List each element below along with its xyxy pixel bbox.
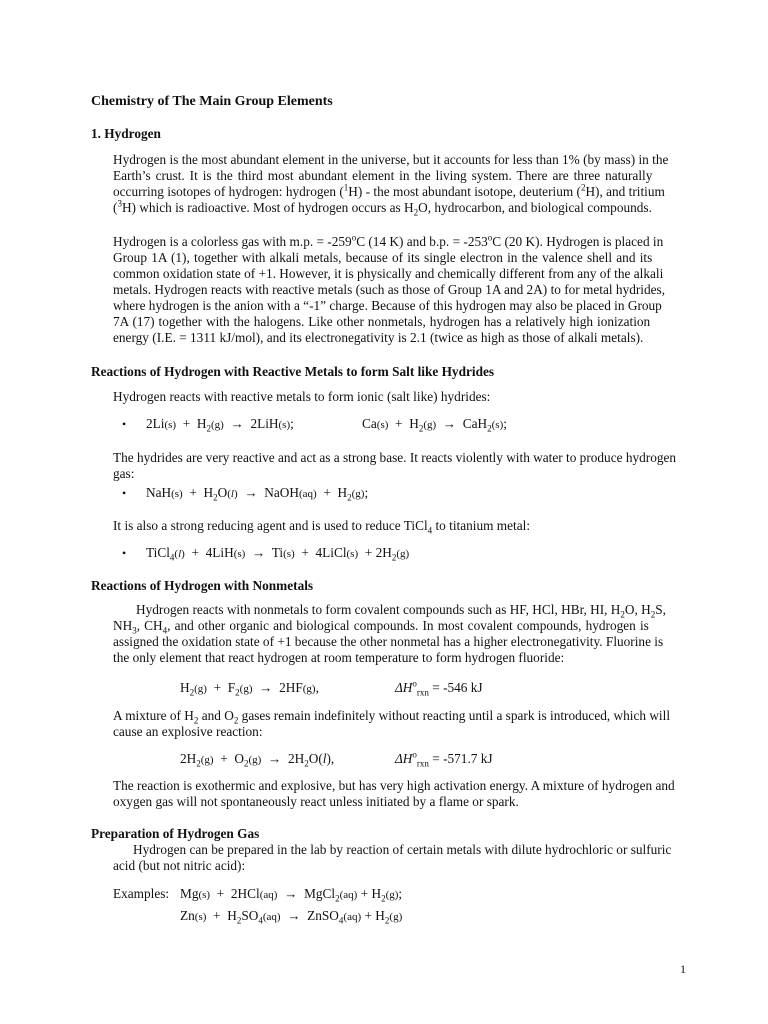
nm-line-4: the only element that react hydrogen at room temperature to form hydrogen fluoride: <box>113 650 565 665</box>
p2-line-4: metals. Hydrogen reacts with reactive metals (such as those of Group 1A and 2A) to for metal hydrides, <box>113 282 666 297</box>
equation-cah2: $Ca(s) + H_2(g) \to CaH_2(s)$; <box>362 416 507 434</box>
salt-intro: Hydrogen reacts with reactive metals to form ionic (salt like) hydrides: <box>113 389 491 404</box>
nm-line-3: assigned the oxidation state of +1 because the other nonmetal has a higher electronegativity. Fluorine is <box>113 634 664 649</box>
p2-line-1: Hydrogen is a colorless gas with m.p. = $-259^oC$ (14 K) and b.p. = $-253^oC$ (20 K). Hydrogen is placed in <box>113 232 664 249</box>
equation-znso4: $Zn(s) + H_2SO_4(aq)$ → ZnSO$_4$(aq) + $H_2(g)$ <box>180 908 403 926</box>
equation-lih: $2Li(s) + H_2(g) \to 2LiH(s)$; <box>146 416 294 434</box>
p2-line-5: where hydrogen is the anion with a “-1” charge. Because of this hydrogen may also be placed in Group <box>113 298 662 313</box>
p1-line-3: occurring isotopes of hydrogen: hydrogen ($^1$H) - the most abundant isotope, deuterium ($^2$H), and tritium <box>113 182 665 199</box>
exothermic-line-1: The reaction is exothermic and explosive, but has very high activation energy. A mixture of hydrogen and <box>113 778 675 793</box>
enthalpy-h2o: $\Delta H^o_{rxn} = -571.7$ kJ <box>395 749 493 769</box>
p1-line-1: Hydrogen is the most abundant element in the universe, but it accounts for less than 1% (by mass) in the <box>113 152 669 167</box>
p2-line-2: Group 1A (1), together with alkali metals, because of its single electron in the valence shell and its <box>113 250 653 265</box>
section-heading-hydrogen: 1. Hydrogen <box>91 126 161 141</box>
document-title: Chemistry of The Main Group Elements <box>91 94 333 109</box>
page-number: 1 <box>680 962 686 976</box>
p1-line-2: Earth’s crust. It is the third most abundant element in the living system. There are three naturally <box>113 168 653 183</box>
nm-line-1: Hydrogen reacts with nonmetals to form covalent compounds such as HF, HCl, HBr, HI, $H_2O$, $H_2S$, <box>136 602 666 620</box>
heading-salt-hydrides: Reactions of Hydrogen with Reactive Metals to form Salt like Hydrides <box>91 364 495 379</box>
nm-line-2: $NH_3$, $CH_4$, and other organic and biological compounds. In most covalent compounds, hydrogen is <box>113 618 649 636</box>
mixture-line-1: A mixture of $H_2$ and $O_2$ gases remain indefinitely without reacting until a spark is introduced, which will <box>113 708 671 726</box>
enthalpy-hf: $\Delta H^o_{rxn} = -546$ kJ <box>395 678 483 698</box>
examples-label: Examples: <box>113 886 170 901</box>
mixture-line-2: cause an explosive reaction: <box>113 724 263 739</box>
equation-mgcl2: Mg(s) + 2HCl(aq) → MgCl$_2$(aq) + $H_2(g)$; <box>180 886 403 904</box>
equation-hf: $H_2(g) + F_2(g) \to 2HF(g)$, <box>180 680 319 698</box>
p1-line-4: ($^3$H) which is radioactive. Most of hydrogen occurs as $H_2O$, hydrocarbon, and biological compounds. <box>113 198 652 218</box>
equation-nah: $NaH(s) + H_2O(l)$ → NaOH(aq) + $H_2(g)$; <box>146 485 369 503</box>
prep-line-1: Hydrogen can be prepared in the lab by reaction of certain metals with dilute hydrochloric or sulfuric <box>133 842 672 857</box>
equation-ticl4: TiCl$_4$(l) + 4LiH(s) → Ti(s) + 4LiCl(s) + $2H_2(g)$ <box>146 545 410 563</box>
reducing-text: It is also a strong reducing agent and is used to reduce TiCl$_4$ to titanium metal: <box>113 518 531 536</box>
p2-line-6: 7A (17) together with the halogens. Like other nonmetals, hydrogen has a relatively high ionization <box>113 314 651 329</box>
exothermic-line-2: oxygen gas will not spontaneously react unless initiated by a flame or spark. <box>113 794 519 809</box>
heading-nonmetals: Reactions of Hydrogen with Nonmetals <box>91 578 314 593</box>
hydrides-text-2: gas: <box>113 466 135 481</box>
prep-line-2: acid (but not nitric acid): <box>113 858 246 873</box>
hydrides-text-1: The hydrides are very reactive and act as a strong base. It reacts violently with water to produce hydrogen <box>113 450 677 465</box>
heading-preparation: Preparation of Hydrogen Gas <box>91 826 260 841</box>
equation-h2o: $2H_2(g) + O_2(g) \to 2H_2O(l)$, <box>180 751 335 769</box>
p2-line-7: energy (I.E. = 1311 kJ/mol), and its electronegativity is 2.1 (twice as high as those of alkali metals). <box>113 330 644 345</box>
bullet-2: • <box>122 486 127 500</box>
bullet-1: • <box>122 417 127 431</box>
p2-line-3: common oxidation state of +1. However, it is physically and chemically different from any of the alkali <box>113 266 664 281</box>
bullet-3: • <box>122 546 127 560</box>
